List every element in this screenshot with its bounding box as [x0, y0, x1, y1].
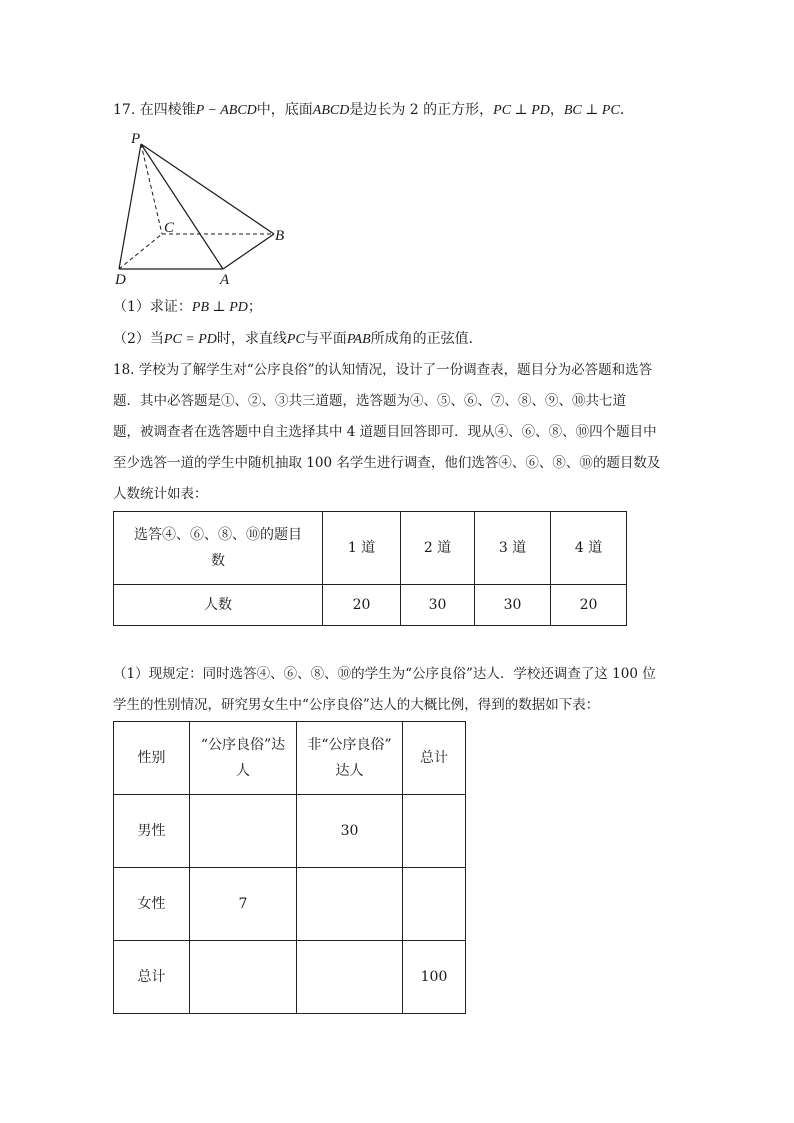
- table1-col-4: 4 道: [551, 512, 627, 585]
- q17-number: 17.: [113, 102, 136, 118]
- table1-value: 30: [401, 585, 475, 626]
- table2-cell: [297, 868, 403, 941]
- table2-cell: [190, 795, 297, 868]
- table2-cell: 30: [297, 795, 403, 868]
- table2-cell: 100: [403, 941, 466, 1014]
- table2-header-expert: “公序良俗”达 人: [190, 722, 297, 795]
- table1-row-label: 人数: [114, 585, 323, 626]
- q17-part2: （2）当PC = PD时，求直线PC与平面PAB所成角的正弦值．: [113, 331, 483, 347]
- table2-header-gender: 性别: [114, 722, 190, 795]
- edge-AB: [223, 234, 274, 269]
- table1-col-2: 2 道: [401, 512, 475, 585]
- table2-row-label: 总计: [114, 941, 190, 1014]
- edge-PC-hidden: [141, 144, 162, 234]
- table1-value: 20: [323, 585, 401, 626]
- table2-header-total: 总计: [403, 722, 466, 795]
- table2-cell: [403, 795, 466, 868]
- table2-cell: [403, 868, 466, 941]
- label-D: D: [115, 272, 126, 288]
- table1-value: 30: [475, 585, 551, 626]
- table2-cell: 7: [190, 868, 297, 941]
- label-B: B: [275, 228, 285, 244]
- q17-stem: 17. 在四棱锥P − ABCD中，底面ABCD是边长为 2 的正方形，PC ⊥ PD，BC ⊥ PC．: [113, 102, 634, 118]
- table-row: [114, 585, 627, 626]
- table-gender-stats: [113, 721, 466, 1014]
- edge-PA: [141, 144, 223, 269]
- q18-line3: 题，被调查者在选答题中自主选择其中 4 道题目回答即可．现从④、⑥、⑧、⑩四个题目中: [113, 424, 657, 440]
- table-row: [114, 795, 466, 868]
- q18-line5: 人数统计如表：: [113, 486, 208, 502]
- table2-cell: [297, 941, 403, 1014]
- table2-row-label: 女性: [114, 868, 190, 941]
- table-row: [114, 512, 627, 585]
- table-row: [114, 868, 466, 941]
- table1-header-cell: 选答④、⑥、⑧、⑩的题目 数: [114, 512, 323, 585]
- table2-header-non-expert: 非“公序良俗” 达人: [297, 722, 403, 795]
- table-row: [114, 941, 466, 1014]
- edge-DC-hidden: [119, 234, 162, 269]
- q18-part1-line1: （1）现规定：同时选答④、⑥、⑧、⑩的学生为“公序良俗”达人．学校还调查了这 100 位: [113, 666, 656, 682]
- q18-line1: 18. 学校为了解学生对“公序良俗”的认知情况，设计了一份调查表，题目分为必答题和选答: [113, 362, 653, 378]
- label-P: P: [131, 131, 141, 147]
- table1-col-1: 1 道: [323, 512, 401, 585]
- q17-part1: （1）求证：PB ⊥ PD；: [113, 299, 262, 315]
- pyramid-figure: [110, 128, 295, 288]
- table2-row-label: 男性: [114, 795, 190, 868]
- table1-value: 20: [551, 585, 627, 626]
- table1-col-3: 3 道: [475, 512, 551, 585]
- table-row: [114, 722, 466, 795]
- edge-PD: [119, 144, 141, 269]
- table-question-counts: [113, 511, 627, 626]
- q18-part1-line2: 学生的性别情况，研究男女生中“公序良俗”达人的大概比例，得到的数据如下表：: [113, 697, 600, 713]
- table2-cell: [190, 941, 297, 1014]
- edge-PB: [141, 144, 274, 234]
- label-A: A: [220, 272, 230, 288]
- q18-line2: 题．其中必答题是①、②、③共三道题，选答题为④、⑤、⑥、⑦、⑧、⑨、⑩共七道: [113, 393, 626, 409]
- q18-line4: 至少选答一道的学生中随机抽取 100 名学生进行调查，他们选答④、⑥、⑧、⑩的题目数及: [113, 455, 661, 471]
- label-C: C: [164, 220, 175, 236]
